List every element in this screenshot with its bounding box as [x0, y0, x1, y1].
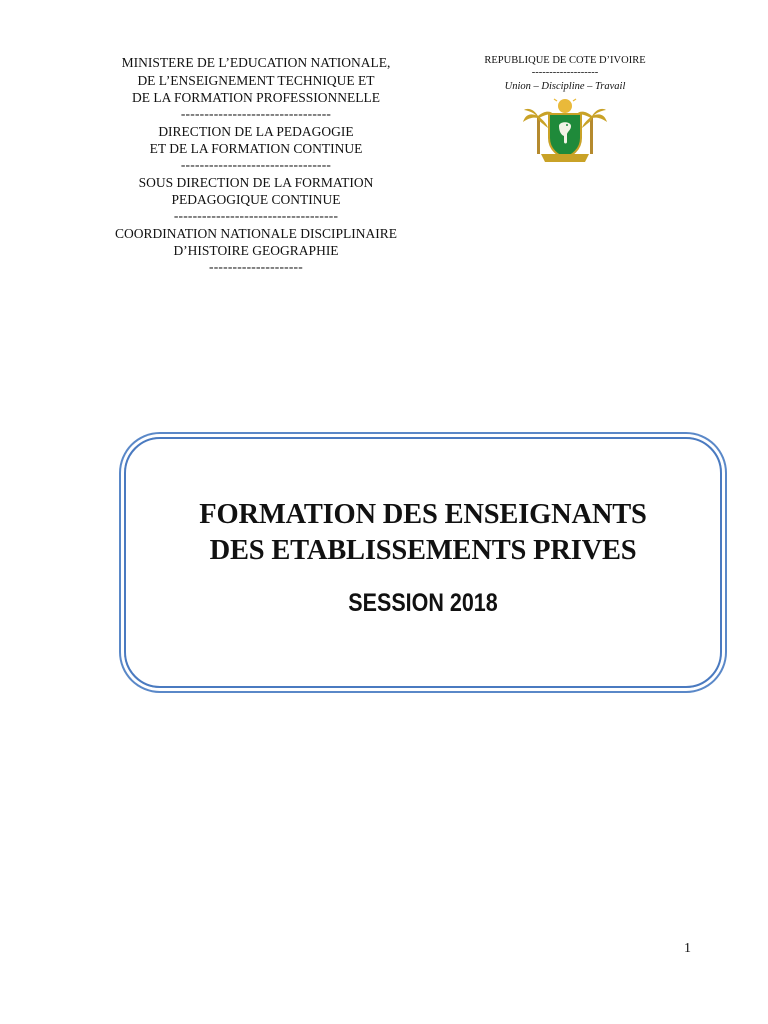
direction-line-1: DIRECTION DE LA PEDAGOGIE [158, 123, 354, 139]
document-title-line-2: DES ETABLISSEMENTS PRIVES [209, 535, 637, 566]
header-separator: -------------------------------- [180, 156, 332, 172]
coordination-line-2: D’HISTOIRE GEOGRAPHIE [173, 243, 339, 258]
republic-header [462, 54, 668, 164]
country-name: REPUBLIQUE DE COTE D’IVOIRE [484, 55, 646, 66]
title-box [124, 437, 722, 688]
header-separator: -------------------------------- [180, 105, 332, 121]
header-separator: -------------------- [209, 258, 303, 274]
coordination-line-1: COORDINATION NATIONALE DISCIPLINAIRE [115, 225, 397, 241]
header-separator: ----------------------------------- [173, 207, 339, 223]
document-title [126, 497, 720, 569]
country-separator: ------------------- [531, 67, 599, 78]
sub-direction-line-2: PEDAGOGIQUE CONTINUE [171, 192, 341, 207]
national-motto: Union – Discipline – Travail [504, 81, 626, 92]
session-label: SESSION 2018 [348, 589, 498, 617]
sub-direction-line-1: SOUS DIRECTION DE LA FORMATION [138, 174, 374, 190]
page-number: 1 [684, 941, 691, 956]
ministry-header [86, 54, 426, 276]
ministry-line-2: DE L’ENSEIGNEMENT TECHNIQUE ET [137, 72, 375, 88]
document-title-line-1: FORMATION DES ENSEIGNANTS [199, 499, 647, 530]
coat-of-arms-emblem-icon [523, 98, 607, 164]
ministry-line-3: DE LA FORMATION PROFESSIONNELLE [132, 90, 380, 105]
direction-line-2: ET DE LA FORMATION CONTINUE [149, 141, 363, 156]
ministry-line-1: MINISTERE DE L’EDUCATION NATIONALE, [121, 55, 391, 70]
